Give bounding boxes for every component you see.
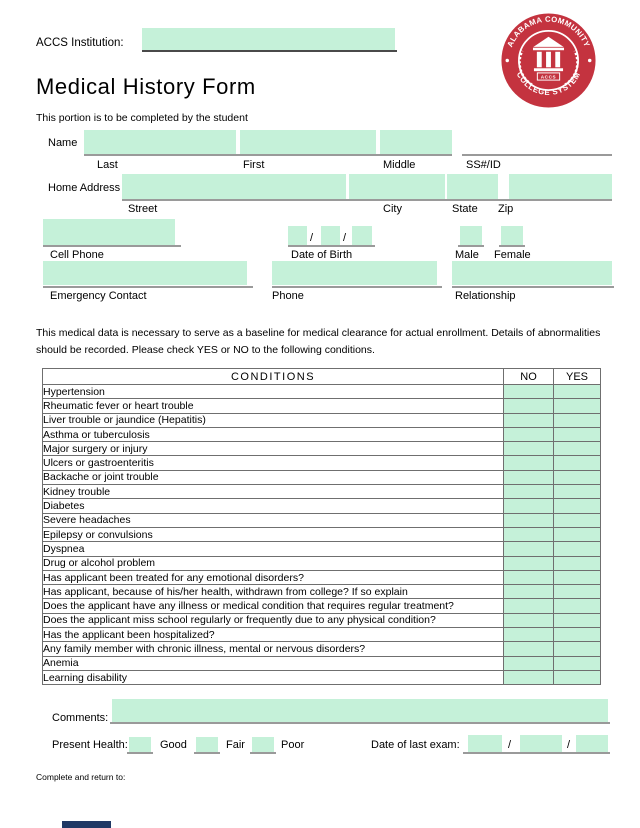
yes-header: YES — [554, 369, 601, 385]
condition-label: Drug or alcohol problem — [43, 556, 504, 570]
condition-label: Asthma or tuberculosis — [43, 427, 504, 441]
good-label: Good — [160, 739, 187, 751]
yes-checkbox[interactable] — [554, 385, 601, 399]
exam-year-field[interactable] — [576, 735, 608, 752]
yes-checkbox[interactable] — [554, 556, 601, 570]
yes-checkbox[interactable] — [554, 499, 601, 513]
table-row — [43, 485, 601, 499]
yes-checkbox[interactable] — [554, 527, 601, 541]
return-address-highlight — [62, 821, 111, 828]
yes-checkbox[interactable] — [554, 485, 601, 499]
condition-label: Ulcers or gastroenteritis — [43, 456, 504, 470]
yes-checkbox[interactable] — [554, 570, 601, 584]
condition-label: Epilepsy or convulsions — [43, 527, 504, 541]
female-underline — [499, 245, 525, 247]
table-row — [43, 570, 601, 584]
page-title: Medical History Form — [36, 74, 256, 99]
condition-label: Severe headaches — [43, 513, 504, 527]
table-row — [43, 599, 601, 613]
name-first-field[interactable] — [240, 130, 376, 154]
conditions-tbody — [43, 385, 601, 685]
yes-checkbox[interactable] — [554, 470, 601, 484]
condition-label: Any family member with chronic illness, mental or nervous disorders? — [43, 642, 504, 656]
yes-checkbox[interactable] — [554, 427, 601, 441]
exam-day-field[interactable] — [520, 735, 562, 752]
cell-phone-field[interactable] — [43, 219, 175, 245]
yes-checkbox[interactable] — [554, 599, 601, 613]
cell-phone-underline — [43, 245, 181, 247]
form-subtitle: This portion is to be completed by the student — [36, 112, 248, 124]
no-checkbox[interactable] — [504, 399, 554, 413]
no-checkbox[interactable] — [504, 613, 554, 627]
condition-label: Hypertension — [43, 385, 504, 399]
seal-bottom-text: COLLEGE SYSTEM — [514, 70, 583, 98]
condition-label: Has applicant, because of his/her health, withdrawn from college? If so explain — [43, 585, 504, 599]
name-label: Name — [48, 137, 78, 149]
present-health-label: Present Health: — [52, 739, 128, 751]
table-row — [43, 456, 601, 470]
table-row — [43, 585, 601, 599]
emergency-contact-field[interactable] — [43, 261, 247, 285]
yes-checkbox[interactable] — [554, 442, 601, 456]
table-row — [43, 427, 601, 441]
yes-checkbox[interactable] — [554, 656, 601, 670]
zip-field[interactable] — [509, 174, 612, 199]
no-checkbox[interactable] — [504, 513, 554, 527]
table-row — [43, 542, 601, 556]
table-row — [43, 413, 601, 427]
address-underline — [122, 199, 612, 201]
home-address-label: Home Address — [48, 182, 121, 194]
no-header: NO — [504, 369, 554, 385]
female-label: Female — [494, 249, 531, 261]
dob-slash-1: / — [310, 232, 314, 244]
condition-label: Liver trouble or jaundice (Hepatitis) — [43, 413, 504, 427]
seal-top-text: ALABAMA COMMUNITY — [505, 14, 592, 49]
male-checkbox[interactable] — [460, 226, 482, 245]
health-poor-checkbox[interactable] — [252, 737, 274, 752]
state-sublabel: State — [452, 203, 478, 215]
table-row — [43, 385, 601, 399]
table-row — [43, 656, 601, 670]
condition-label: Learning disability — [43, 670, 504, 684]
name-middle-field[interactable] — [380, 130, 452, 154]
condition-label: Major surgery or injury — [43, 442, 504, 456]
table-row — [43, 442, 601, 456]
no-checkbox[interactable] — [504, 628, 554, 642]
exam-slash-2: / — [567, 739, 571, 751]
yes-checkbox[interactable] — [554, 542, 601, 556]
table-row — [43, 670, 601, 684]
comments-field[interactable] — [112, 699, 608, 722]
dob-year-field[interactable] — [352, 226, 372, 245]
dob-label: Date of Birth — [291, 249, 353, 261]
phone-underline — [272, 286, 442, 288]
dob-underline — [288, 245, 375, 247]
male-label: Male — [455, 249, 479, 261]
condition-label: Does the applicant have any illness or medical condition that requires regular treatment? — [43, 599, 504, 613]
fair-label: Fair — [226, 739, 245, 751]
table-row — [43, 513, 601, 527]
conditions-table — [42, 368, 601, 685]
no-checkbox[interactable] — [504, 385, 554, 399]
ssid-underline — [462, 154, 612, 156]
exam-slash-1: / — [508, 739, 512, 751]
no-checkbox[interactable] — [504, 585, 554, 599]
last-sublabel: Last — [97, 159, 118, 171]
table-row — [43, 499, 601, 513]
no-checkbox[interactable] — [504, 542, 554, 556]
table-row — [43, 399, 601, 413]
complete-return-note: Complete and return to: — [36, 772, 126, 782]
table-row — [43, 613, 601, 627]
no-checkbox[interactable] — [504, 470, 554, 484]
name-underline — [84, 154, 452, 156]
table-row — [43, 527, 601, 541]
condition-label: Has the applicant been hospitalized? — [43, 628, 504, 642]
table-header-row — [43, 369, 601, 385]
phone-label: Phone — [272, 290, 304, 302]
comments-underline — [110, 722, 610, 724]
yes-checkbox[interactable] — [554, 670, 601, 684]
no-checkbox[interactable] — [504, 599, 554, 613]
poor-label: Poor — [281, 739, 305, 751]
dob-slash-2: / — [343, 232, 347, 244]
poor-underline — [250, 752, 276, 754]
health-good-checkbox[interactable] — [129, 737, 151, 752]
no-checkbox[interactable] — [504, 499, 554, 513]
table-row — [43, 642, 601, 656]
yes-checkbox[interactable] — [554, 613, 601, 627]
name-last-field[interactable] — [84, 130, 236, 154]
street-field[interactable] — [122, 174, 346, 199]
yes-checkbox[interactable] — [554, 399, 601, 413]
good-underline — [127, 752, 153, 754]
zip-sublabel: Zip — [498, 203, 514, 215]
table-row — [43, 556, 601, 570]
yes-checkbox[interactable] — [554, 642, 601, 656]
date-last-exam-label: Date of last exam: — [371, 739, 460, 751]
first-sublabel: First — [243, 159, 265, 171]
female-checkbox[interactable] — [501, 226, 523, 245]
condition-label: Backache or joint trouble — [43, 470, 504, 484]
emergency-underline — [43, 286, 253, 288]
no-checkbox[interactable] — [504, 442, 554, 456]
yes-checkbox[interactable] — [554, 456, 601, 470]
relationship-field[interactable] — [452, 261, 612, 285]
male-underline — [458, 245, 484, 247]
yes-checkbox[interactable] — [554, 413, 601, 427]
city-field[interactable] — [349, 174, 445, 199]
no-checkbox[interactable] — [504, 570, 554, 584]
emergency-phone-field[interactable] — [272, 261, 437, 285]
no-checkbox[interactable] — [504, 456, 554, 470]
intro-paragraph: This medical data is necessary to serve as a baseline for medical clearance for actual enrollment. Details of abnormalities should be recorded. Please check YES or NO to the following conditions. — [36, 327, 601, 357]
no-checkbox[interactable] — [504, 413, 554, 427]
relationship-label: Relationship — [455, 290, 516, 302]
no-checkbox[interactable] — [504, 656, 554, 670]
condition-label: Rheumatic fever or heart trouble — [43, 399, 504, 413]
fair-underline — [194, 752, 220, 754]
yes-checkbox[interactable] — [554, 585, 601, 599]
conditions-header: CONDITIONS — [43, 369, 504, 385]
emergency-contact-label: Emergency Contact — [50, 290, 147, 302]
condition-label: Has applicant been treated for any emotional disorders? — [43, 570, 504, 584]
table-row — [43, 470, 601, 484]
no-checkbox[interactable] — [504, 556, 554, 570]
no-checkbox[interactable] — [504, 527, 554, 541]
no-checkbox[interactable] — [504, 485, 554, 499]
exam-month-field[interactable] — [468, 735, 502, 752]
state-field[interactable] — [447, 174, 498, 199]
cell-phone-label: Cell Phone — [50, 249, 104, 261]
city-sublabel: City — [383, 203, 402, 215]
comments-label: Comments: — [52, 712, 109, 724]
condition-label: Does the applicant miss school regularly or frequently due to any physical condition? — [43, 613, 504, 627]
middle-sublabel: Middle — [383, 159, 416, 171]
health-fair-checkbox[interactable] — [196, 737, 218, 752]
accs-seal-logo — [500, 12, 597, 109]
no-checkbox[interactable] — [504, 670, 554, 684]
no-checkbox[interactable] — [504, 642, 554, 656]
dob-month-field[interactable] — [288, 226, 307, 245]
street-sublabel: Street — [128, 203, 158, 215]
dob-day-field[interactable] — [321, 226, 340, 245]
relationship-underline — [452, 286, 614, 288]
condition-label: Dyspnea — [43, 542, 504, 556]
table-row — [43, 628, 601, 642]
exam-date-underline — [463, 752, 610, 754]
condition-label: Diabetes — [43, 499, 504, 513]
condition-label: Anemia — [43, 656, 504, 670]
yes-checkbox[interactable] — [554, 628, 601, 642]
condition-label: Kidney trouble — [43, 485, 504, 499]
institution-underline — [142, 50, 397, 52]
yes-checkbox[interactable] — [554, 513, 601, 527]
no-checkbox[interactable] — [504, 427, 554, 441]
institution-label: ACCS Institution: — [36, 37, 124, 49]
seal-center-text: ACCS — [540, 74, 557, 80]
ssid-sublabel: SS#/ID — [466, 159, 501, 171]
institution-field[interactable] — [142, 28, 395, 50]
